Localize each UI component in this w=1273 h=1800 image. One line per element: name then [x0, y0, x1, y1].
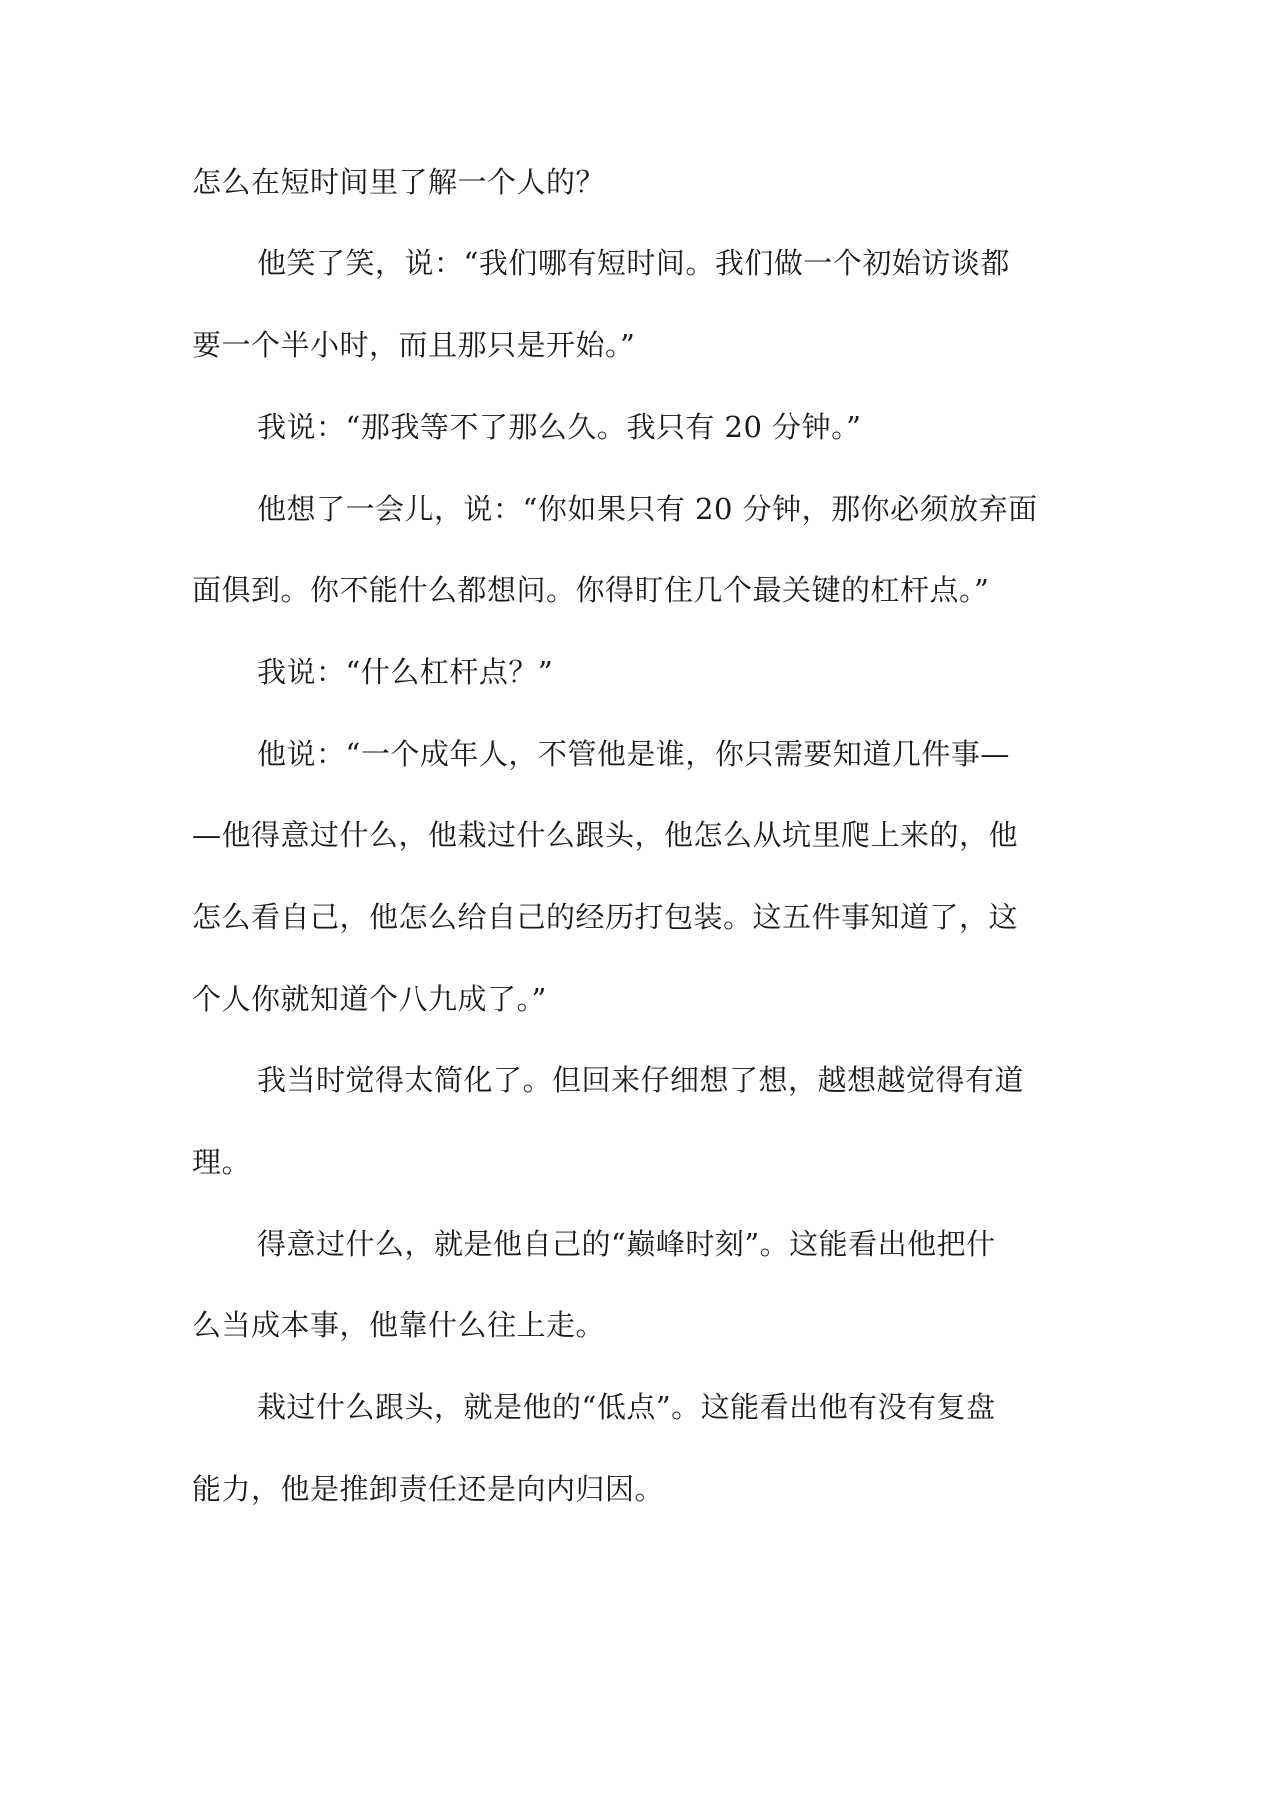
text-line: 怎么在短时间里了解一个人的？ [192, 165, 606, 199]
text-line: 理。 [192, 1145, 252, 1179]
text-line: 要一个半小时，而且那只是开始。” [192, 328, 636, 362]
text-line: 栽过什么跟头，就是他的“低点”。这能看出他有没有复盘 [257, 1390, 996, 1424]
text-line: —他得意过什么，他栽过什么跟头，他怎么从坑里爬上来的，他 [192, 818, 1019, 852]
text-line: 我当时觉得太简化了。但回来仔细想了想，越想越觉得有道 [257, 1063, 1025, 1097]
text-line: 我说：“什么杠杆点？” [257, 655, 554, 689]
text-line: 他笑了笑，说：“我们哪有短时间。我们做一个初始访谈都 [257, 246, 1010, 280]
text-line: 他想了一会儿，说：“你如果只有 20 分钟，那你必须放弃面 [257, 492, 1038, 526]
text-line: 个人你就知道个八九成了。” [192, 982, 547, 1016]
text-line: 么当成本事，他靠什么往上走。 [192, 1308, 606, 1342]
text-line: 我说：“那我等不了那么久。我只有 20 分钟。” [257, 410, 862, 444]
text-line: 得意过什么，就是他自己的“巅峰时刻”。这能看出他把什 [257, 1227, 996, 1261]
text-line: 怎么看自己，他怎么给自己的经历打包装。这五件事知道了，这 [192, 900, 1019, 934]
text-line: 面俱到。你不能什么都想问。你得盯住几个最关键的杠杆点。” [192, 573, 990, 607]
text-line: 能力，他是推卸责任还是向内归因。 [192, 1472, 665, 1506]
text-line: 他说：“一个成年人，不管他是谁，你只需要知道几件事— [257, 737, 1010, 771]
